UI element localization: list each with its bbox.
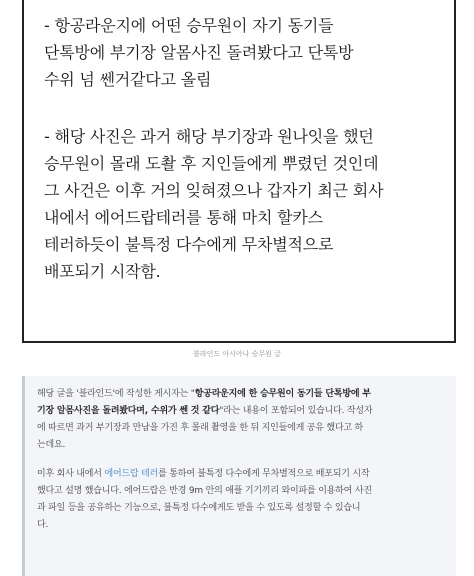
image-caption: 블라인드 아시아나 승무원 글 [193, 350, 281, 358]
info-line [37, 386, 446, 403]
info-line: 했다고 설명 했습니다. 에어드랍은 반경 9m 안의 애플 기기끼리 와이파를 이용하여 사진 [37, 486, 372, 496]
quote-line: 수위 넘 쎈거같다고 올림 [44, 70, 212, 89]
info-line: 다. [37, 520, 49, 530]
quote-line: 테러하듯이 불특정 다수에게 무차별적으로 [44, 235, 334, 254]
quote-line: 배포되기 시작함. [44, 262, 161, 281]
info-text: 이후 회사 내에서 [37, 469, 105, 479]
info-bold-quote: 항공라운지에 한 승무원이 동기들 단톡방에 부 [194, 389, 371, 399]
info-paragraph-1 [37, 386, 446, 454]
quote-line: 승무원이 몰래 도촬 후 지인들에게 뿌렸던 것인데 [44, 154, 379, 173]
info-text: 를 통하여 불특정 다수에게 무차별적으로 배포되기 시작 [158, 469, 370, 479]
quote-line: 그 사건은 이후 거의 잊혀졌으나 갑자기 최근 회사 [44, 181, 384, 200]
info-bold-quote: 기장 알몸사진을 돌려봤다며, 수위가 쎈 것 같다 [37, 406, 220, 416]
info-box [22, 376, 456, 576]
quote-paragraph-1 [44, 12, 454, 93]
info-line: 에 따르면 과거 부기장과 만남을 가진 후 몰래 촬영을 한 뒤 지인들에게 공유 했다고 하 [37, 423, 364, 433]
info-line [37, 403, 446, 420]
info-text: 해당 글을 '블라인드'에 작성한 게시자는 " [37, 389, 195, 399]
info-line: 는데요. [37, 440, 66, 450]
quote-line: - 항공라운지에 어떤 승무원이 자기 동기들 [44, 16, 334, 35]
quote-line: 단톡방에 부기장 알몸사진 돌려봤다고 단톡방 [44, 43, 354, 62]
info-line: 과 파일 등을 공유하는 기능으로, 불특정 다수에게도 받을 수 있도록 설정할 수 있습니 [37, 503, 361, 513]
airdrop-terror-link[interactable]: 에어드랍 테러 [104, 469, 159, 479]
quote-box [22, 0, 456, 343]
quote-line: - 해당 사진은 과거 해당 부기장과 원나잇을 했던 [44, 127, 374, 146]
info-text: "라는 내용이 포함되어 있습니다. 작성자 [219, 406, 373, 416]
info-line [37, 466, 446, 483]
quote-paragraph-2 [44, 123, 454, 285]
info-paragraph-2 [37, 466, 446, 534]
quote-line: 내에서 에어드랍테러를 통해 마치 할카스 [44, 208, 323, 227]
